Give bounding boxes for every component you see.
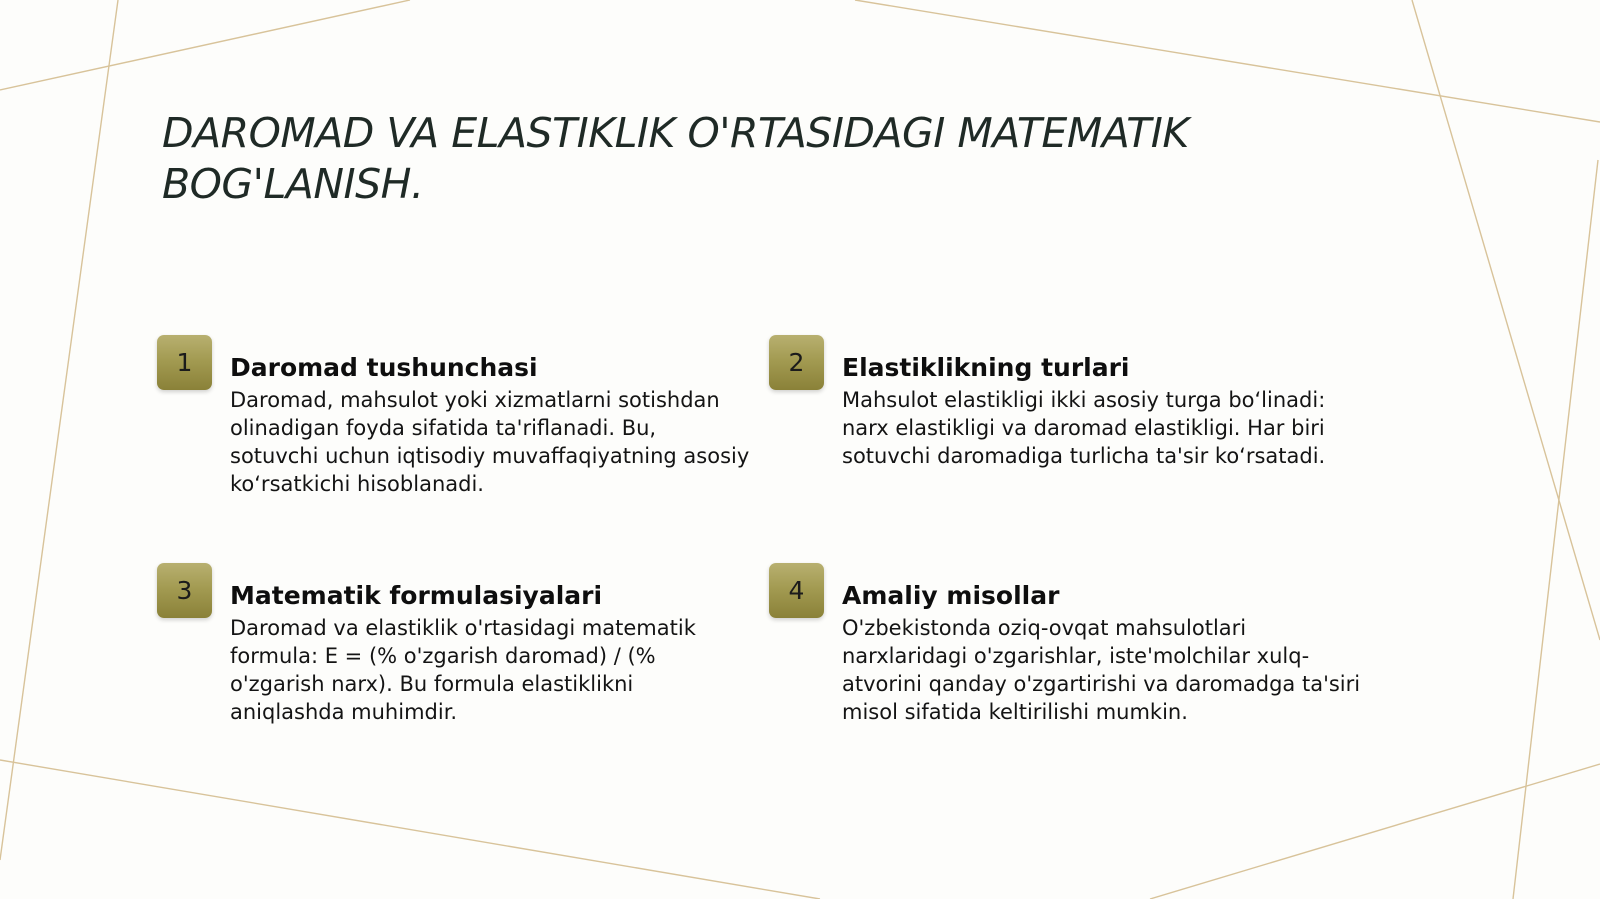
item-heading: Amaliy misollar [842, 581, 1060, 610]
item-text [842, 352, 1362, 470]
item-body: Daromad va elastiklik o'rtasidagi matematik formula: E = (% o'zgarish daromad) / (% o'zgarish narx). Bu formula elastiklikni aniqlashda muhimdir. [230, 616, 696, 724]
number-badge: 3 [157, 563, 212, 618]
item-heading: Daromad tushunchasi [230, 353, 538, 382]
bg-line-right-vertical [1513, 160, 1598, 899]
bg-line-top-right [855, 0, 1600, 122]
number-badge: 1 [157, 335, 212, 390]
item-body: Mahsulot elastikligi ikki asosiy turga bo‘linadi: narx elastikligi va daromad elastikligi. Har biri sotuvchi daromadiga turlicha ta'sir ko‘rsatadi. [842, 388, 1326, 468]
item-text [230, 352, 750, 498]
item-body: Daromad, mahsulot yoki xizmatlarni sotishdan olinadigan foyda sifatida ta'riflanadi. Bu, sotuvchi uchun iqtisodiy muvaffaqiyatning asosiy ko‘rsatkichi hisoblanadi. [230, 388, 750, 496]
bg-line-right-long-diagonal [1412, 0, 1600, 640]
number-badge: 2 [769, 335, 824, 390]
item-heading: Elastiklikning turlari [842, 353, 1130, 382]
slide-title: DAROMAD VA ELASTIKLIK O'RTASIDAGI MATEMATIK BOG'LANISH. [162, 109, 1189, 208]
item-text [230, 580, 750, 726]
item-body: O'zbekistonda oziq-ovqat mahsulotlari narxlaridagi o'zgarishlar, iste'molchilar xulq-atvorini qanday o'zgartirishi va daromadga ta'siri misol sifatida keltirilishi mumkin. [842, 616, 1361, 724]
bg-line-top-left [0, 0, 410, 90]
item-text [842, 580, 1362, 726]
bg-line-left-diagonal [0, 0, 118, 860]
bg-line-bottom-right [1150, 764, 1600, 899]
item-heading: Matematik formulasiyalari [230, 581, 603, 610]
bg-line-bottom-left [0, 760, 820, 899]
number-badge: 4 [769, 563, 824, 618]
